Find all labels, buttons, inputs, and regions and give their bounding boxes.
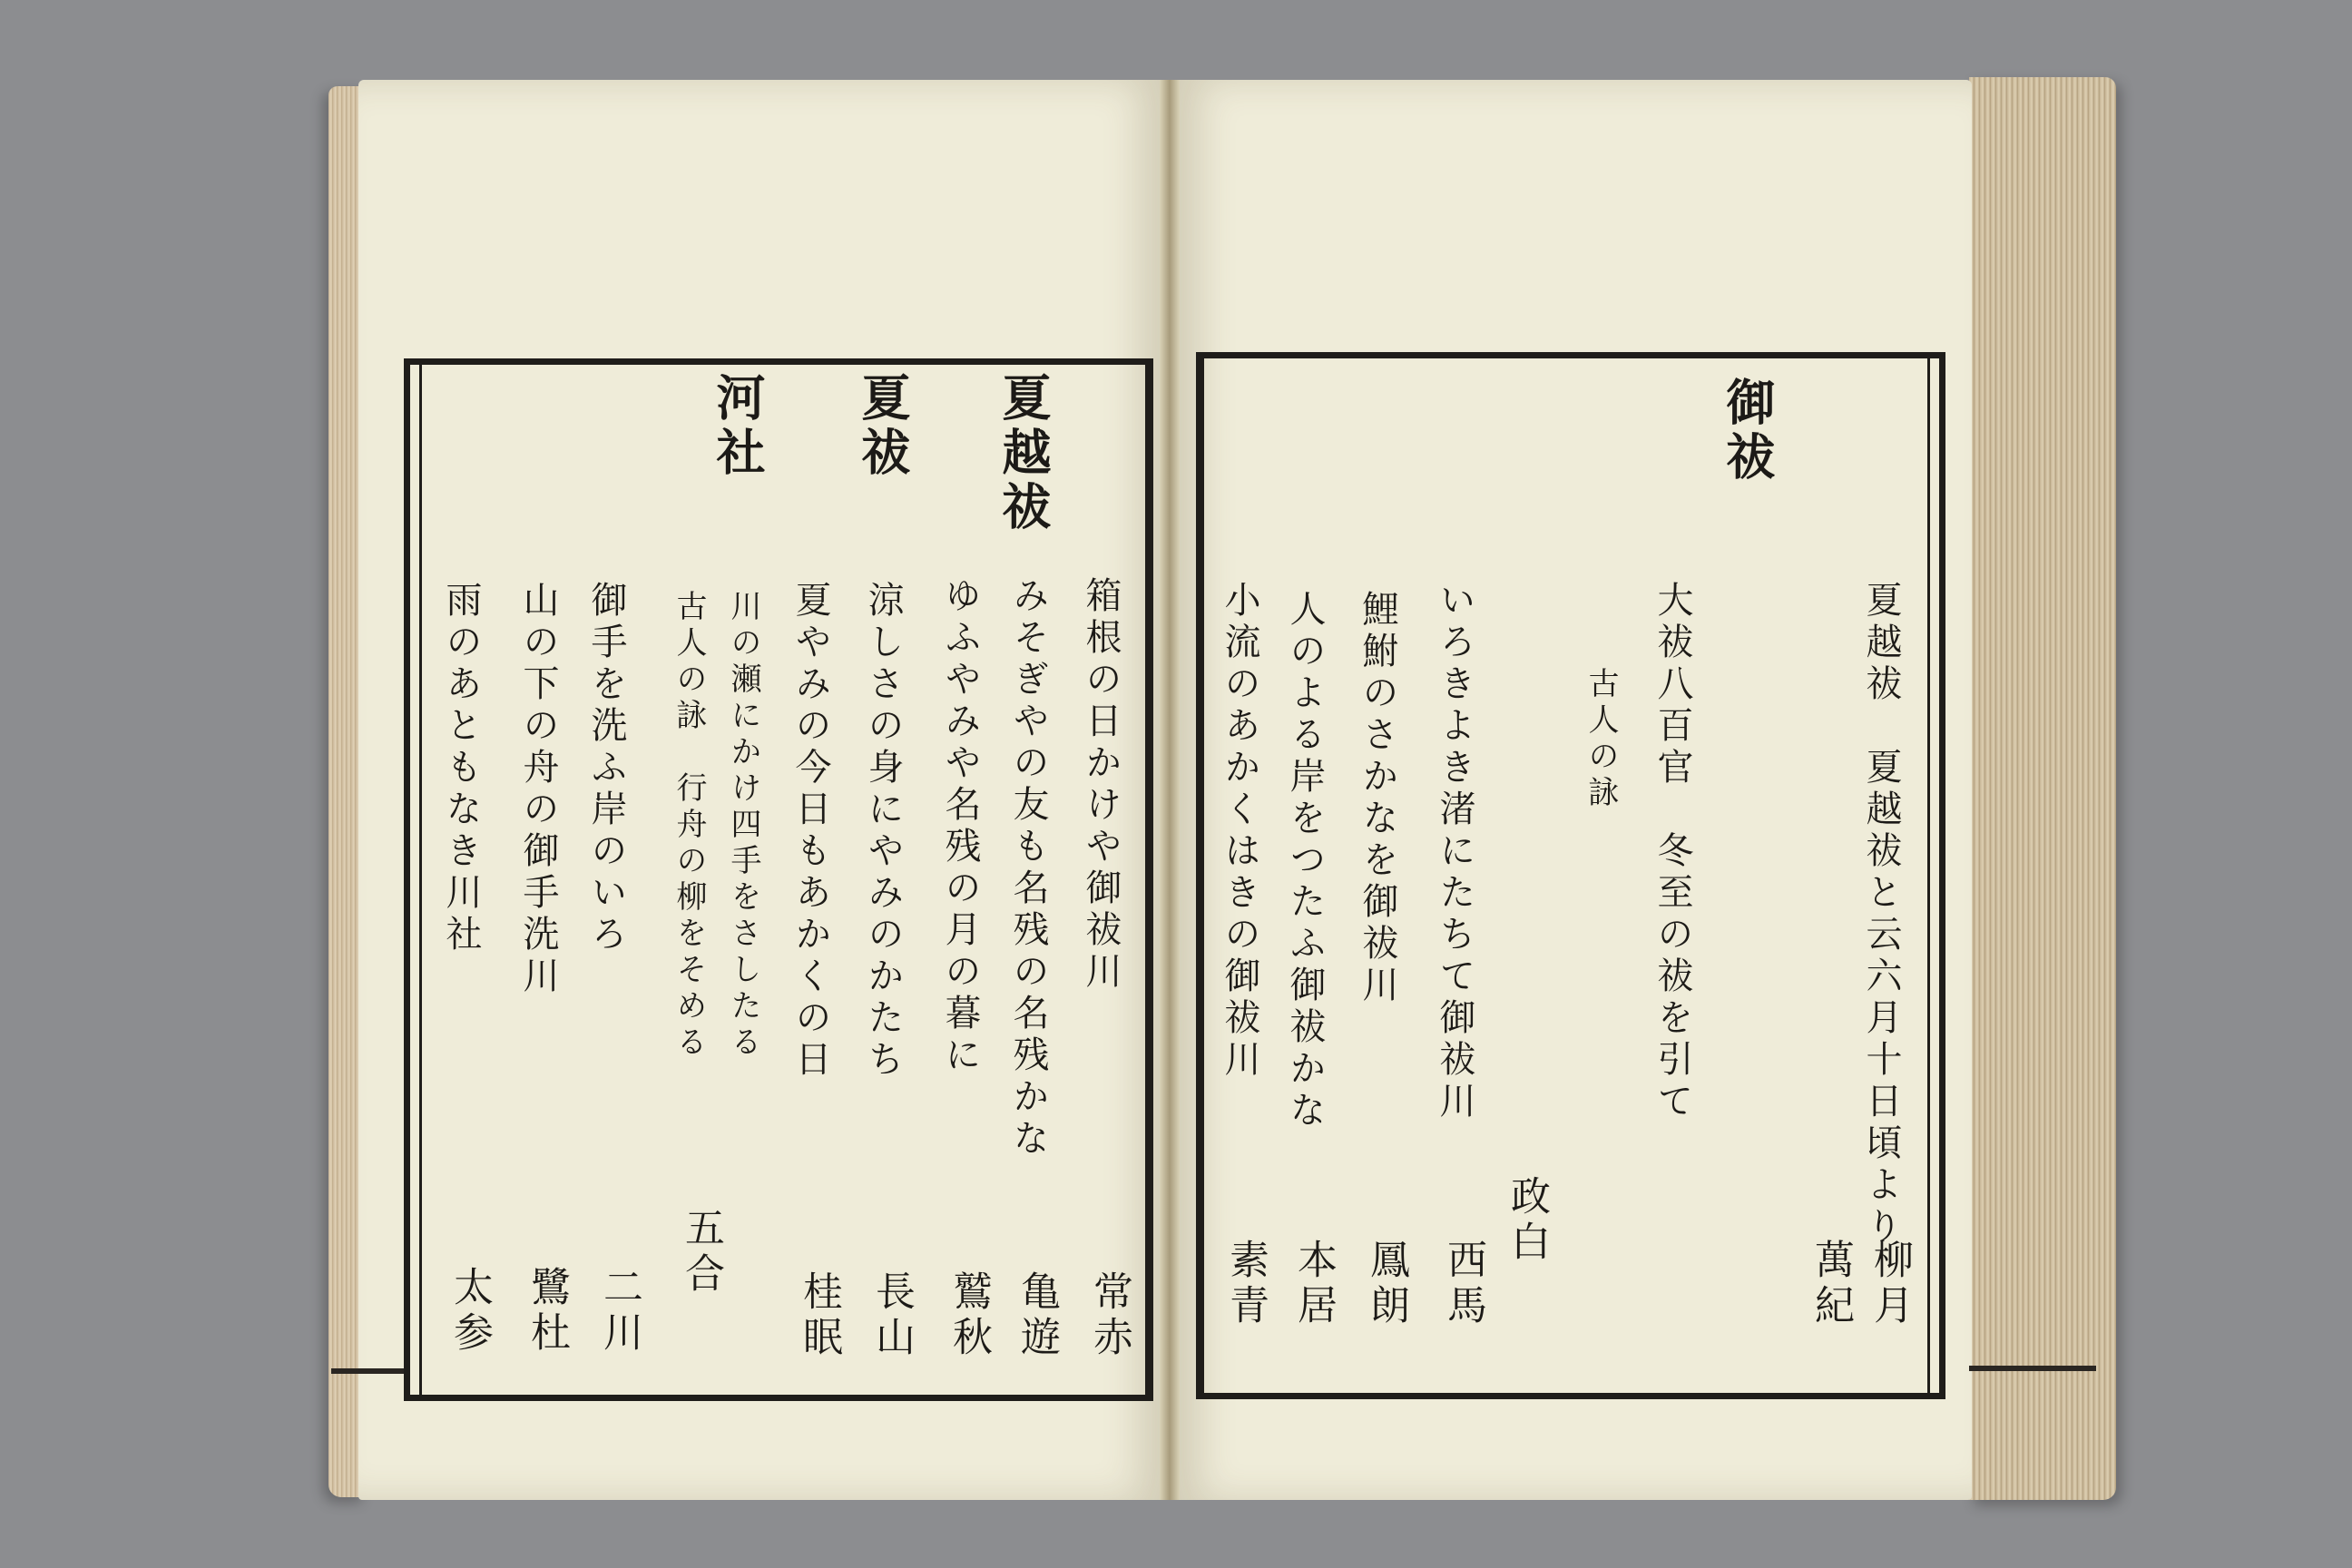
poet-name: 本居 bbox=[1290, 1239, 1337, 1329]
note-column: 古人の詠 行舟の柳をそめる bbox=[671, 590, 707, 1062]
verse-column: ゆふやみや名残の月の暮に bbox=[939, 576, 981, 1077]
verse-column: 鯉鮒のさかなを御祓川 bbox=[1357, 590, 1398, 1007]
verse-column: 小流のあかくはきの御祓川 bbox=[1219, 581, 1260, 1082]
note-column: 川の瀬にかけ四手をさしたる bbox=[725, 590, 761, 1062]
verse-column: みそぎやの友も名残の名残かな bbox=[1007, 576, 1049, 1161]
verse-column: 御手を洗ふ岸のいろ bbox=[585, 581, 627, 956]
book-gutter bbox=[1160, 80, 1180, 1500]
poet-name: 太参 bbox=[446, 1266, 493, 1357]
verse-column: 箱根の日かけや御祓川 bbox=[1080, 576, 1122, 994]
verse-column: 涼しさの身にやみのかたち bbox=[862, 581, 904, 1082]
edge-mark bbox=[1969, 1366, 2096, 1371]
verse-column: 山の下の舟の御手洗川 bbox=[517, 581, 559, 998]
poet-name: 常赤 bbox=[1086, 1270, 1132, 1361]
verse-column: 人のよる岸をつたふ御祓かな bbox=[1284, 590, 1326, 1132]
note-column: 古人の詠 bbox=[1583, 667, 1619, 812]
poet-name: 五合 bbox=[678, 1207, 724, 1298]
frame-rule bbox=[419, 365, 422, 1395]
poet-name: 鷲秋 bbox=[946, 1270, 992, 1361]
poet-name: 西馬 bbox=[1440, 1239, 1486, 1329]
verse-column: 雨のあともなき川社 bbox=[440, 581, 482, 956]
poet-name: 柳月 bbox=[1867, 1239, 1913, 1329]
verse-column: 夏やみの今日もあかくの日 bbox=[789, 581, 831, 1082]
verse-column: 大祓八百官 冬至の祓を引て bbox=[1651, 581, 1693, 1123]
poet-name: 二川 bbox=[596, 1266, 642, 1357]
heading-natsubarae: 夏祓 bbox=[854, 372, 912, 481]
poet-name: 亀遊 bbox=[1014, 1270, 1060, 1361]
poet-name: 鷺杜 bbox=[524, 1266, 570, 1357]
poet-name: 素青 bbox=[1222, 1239, 1269, 1329]
verse-column: いろきよき渚にたちて御祓川 bbox=[1434, 581, 1475, 1123]
poet-name: 桂眠 bbox=[796, 1270, 842, 1361]
poet-name: 政白 bbox=[1504, 1175, 1550, 1266]
frame-rule bbox=[1927, 358, 1930, 1393]
poet-name: 長山 bbox=[868, 1270, 915, 1361]
heading-kawayashiro: 河社 bbox=[709, 372, 767, 481]
verse-column: 夏越祓 夏越祓と云六月十日頃より bbox=[1860, 581, 1902, 1249]
heading-nagoshi: 夏越祓 bbox=[995, 372, 1053, 535]
poet-name: 萬紀 bbox=[1808, 1239, 1854, 1329]
page-edges-right bbox=[1969, 77, 2116, 1500]
poet-name: 鳳朗 bbox=[1363, 1239, 1409, 1329]
heading-oharae: 御祓 bbox=[1719, 377, 1777, 485]
edge-mark bbox=[331, 1368, 404, 1374]
